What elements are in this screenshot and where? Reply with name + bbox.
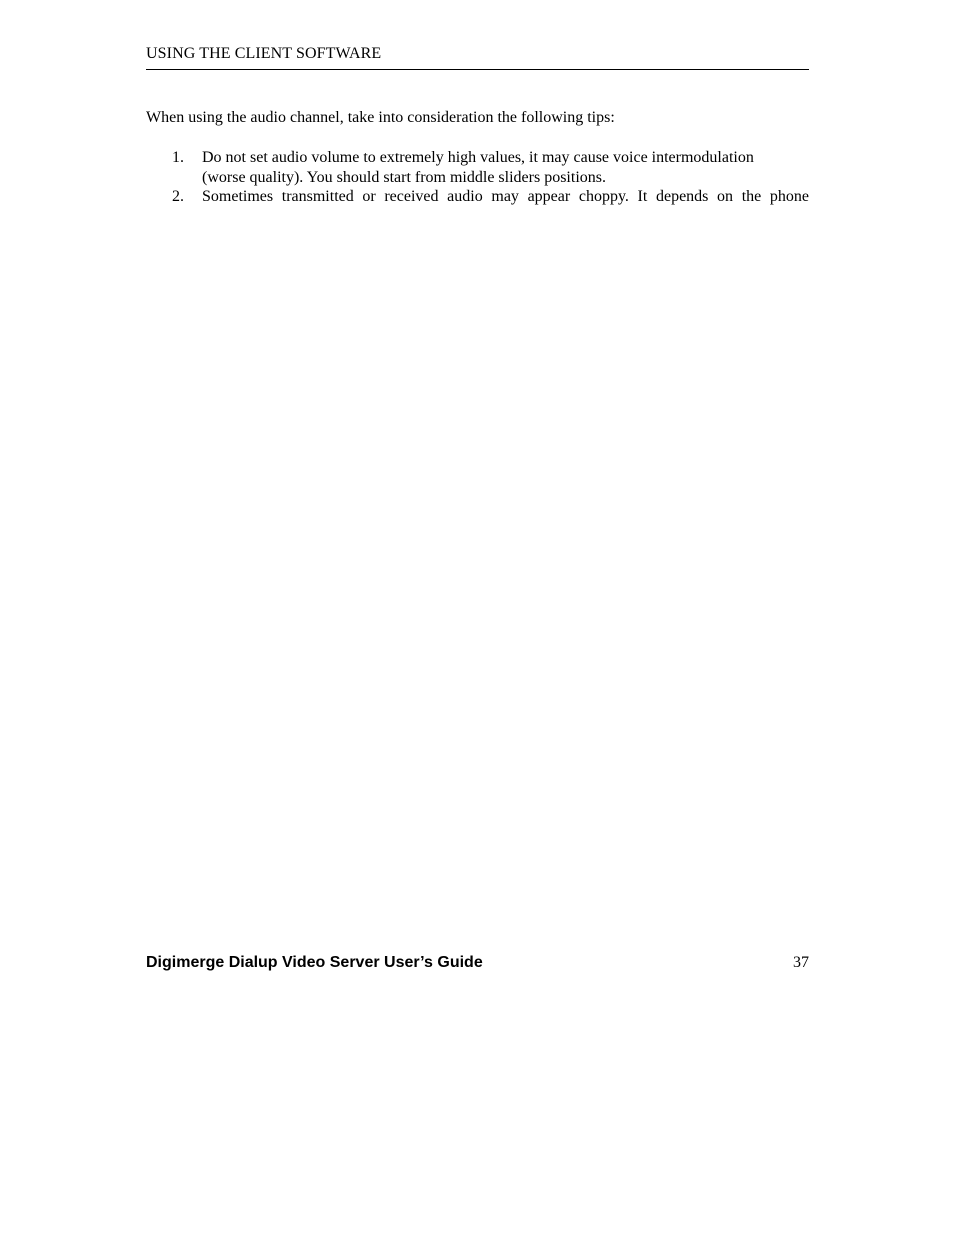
- list-item: [146, 148, 809, 187]
- footer-title: Digimerge Dialup Video Server User’s Guide: [146, 954, 483, 971]
- list-item: [146, 187, 809, 207]
- list-item-number: 1.: [172, 149, 184, 166]
- list-item-text-line: Sometimes transmitted or received audio may appear choppy. It depends on the phone: [202, 188, 809, 205]
- list-item-number: 2.: [172, 188, 184, 205]
- running-header: USING THE CLIENT SOFTWARE: [146, 45, 382, 62]
- intro-paragraph: When using the audio channel, take into consideration the following tips:: [146, 109, 615, 126]
- tips-list: [146, 148, 809, 207]
- list-item-text-line: Do not set audio volume to extremely high values, it may cause voice intermodulation: [202, 149, 754, 166]
- header-rule: [146, 69, 809, 70]
- list-item-text-line: (worse quality). You should start from middle sliders positions.: [202, 168, 606, 186]
- page-number: 37: [793, 954, 809, 971]
